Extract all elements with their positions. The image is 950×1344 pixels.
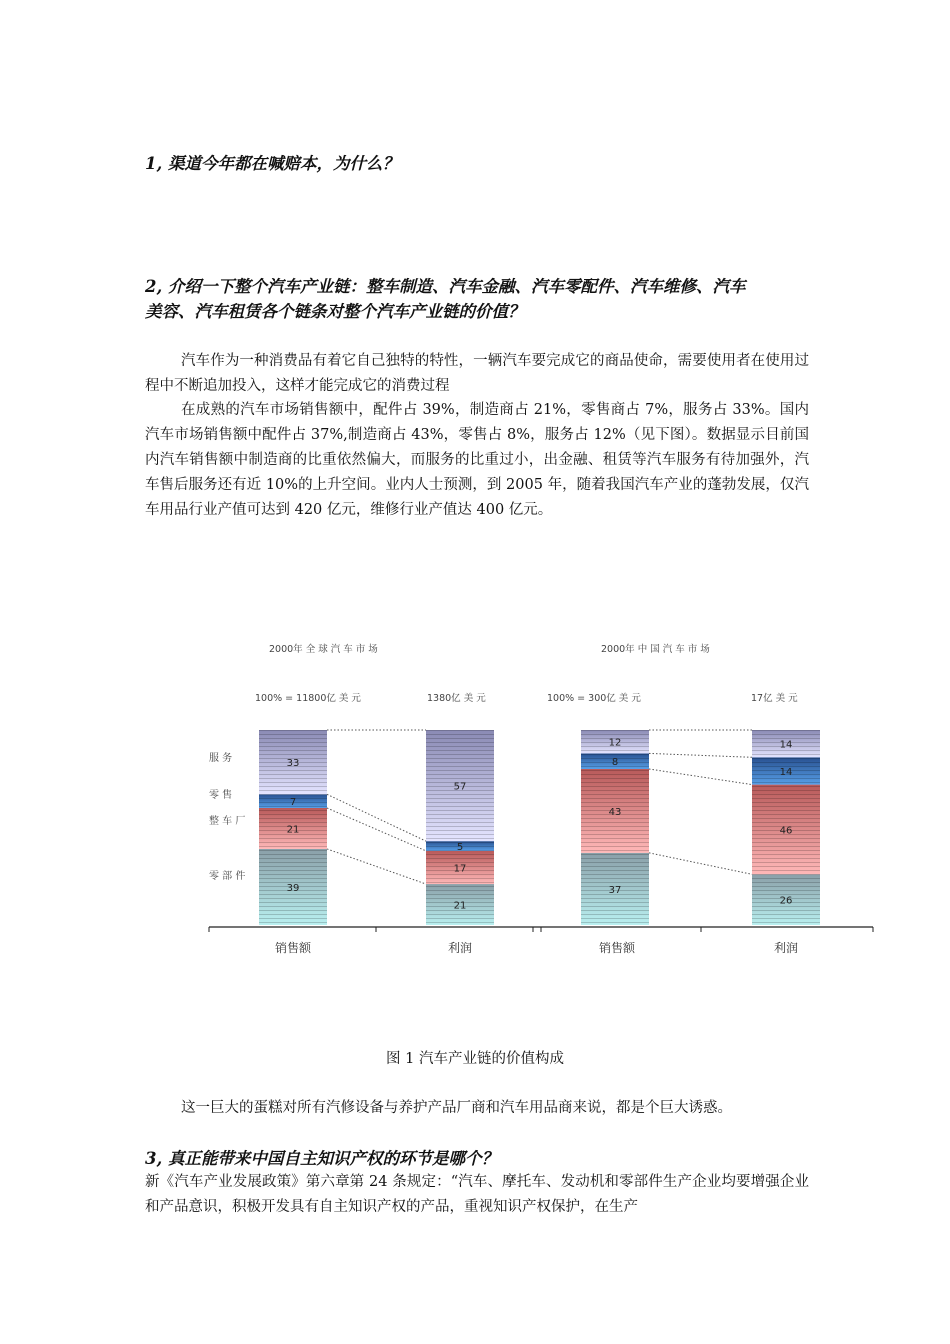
after-figure-paragraph: 这一巨大的蛋糕对所有汽修设备与养护产品厂商和汽车用品商来说，都是个巨大诱惑。 [181, 1100, 732, 1116]
row-label: 整 车 厂 [209, 816, 246, 827]
data-label: 37 [608, 884, 622, 896]
connector-line [327, 808, 426, 851]
data-label: 57 [453, 781, 467, 793]
bar-header: 17亿 美 元 [751, 693, 798, 704]
data-label: 8 [611, 757, 619, 769]
row-label: 零 售 [209, 790, 233, 801]
bar-header: 100% = 11800亿 美 元 [255, 693, 361, 704]
value-chain-chart [195, 630, 885, 965]
row-label: 服 务 [209, 753, 233, 764]
x-axis-label: 利润 [773, 941, 799, 955]
question-2-heading-line-1: 2, 介绍一下整个汽车产业链：整车制造、汽车金融、汽车零配件、汽车维修、汽车 [145, 277, 746, 296]
question-3-heading: 3, 真正能带来中国自主知识产权的环节是哪个？ [145, 1149, 498, 1168]
row-label: 零 部 件 [209, 871, 246, 882]
data-label: 33 [286, 758, 300, 770]
connector-line [649, 769, 752, 785]
data-label: 14 [779, 739, 793, 751]
panel-title: 2000年 中 国 汽 车 市 场 [601, 644, 710, 655]
data-label: 5 [456, 842, 464, 854]
bar-header: 1380亿 美 元 [427, 693, 486, 704]
data-label: 12 [608, 737, 622, 749]
data-label: 46 [779, 825, 793, 837]
x-axis-label: 销售额 [598, 941, 636, 955]
connector-line [649, 753, 752, 757]
x-axis-label: 利润 [447, 941, 473, 955]
question-2-paragraph-2: 在成熟的汽车市场销售额中，配件占 39%，制造商占 21%，零售商占 7%，服务占 33%。国内汽车市场销售额中配件占 37%,制造商占 43%，零售占 8%，服务占 12%（见下图）。数据显示目前国内汽车销售额中制造商的比重依然偏大，而服务的比重过小，出金融、租赁等汽车服务有待加强外，汽车售后服务还有近 10%的上升空间。业内人士预测，到 2005 年，随着我国汽车产业的蓬勃发展，仅汽车用品行业产值可达到 420 亿元，维修行业产值达 400 亿元。 [145, 402, 809, 518]
question-3-paragraph: 新《汽车产业发展政策》第六章第 24 条规定：“汽车、摩托车、发动机和零部件生产企业均要增强企业和产品意识，积极开发具有自主知识产权的产品，重视知识产权保护，在生产 [145, 1174, 809, 1215]
data-label: 39 [286, 882, 300, 894]
data-label: 14 [779, 766, 793, 778]
data-label: 17 [453, 863, 467, 875]
connector-line [327, 794, 426, 841]
question-2-heading-line-2: 美容、汽车租赁各个链条对整个汽车产业链的价值？ [145, 302, 525, 321]
question-2-paragraph-1: 汽车作为一种消费品有着它自己独特的特性，一辆汽车要完成它的商品使命，需要使用者在使用过程中不断追加投入，这样才能完成它的消费过程 [145, 353, 809, 394]
data-label: 7 [289, 797, 297, 809]
bar-header: 100% = 300亿 美 元 [547, 693, 641, 704]
data-label: 43 [608, 806, 622, 818]
connector-line [327, 849, 426, 884]
data-label: 21 [453, 900, 467, 912]
connector-line [649, 853, 752, 874]
figure-caption: 图 1 汽车产业链的价值构成 [386, 1051, 564, 1067]
x-axis-label: 销售额 [274, 941, 312, 955]
data-label: 21 [286, 824, 300, 836]
question-1-heading: 1, 渠道今年都在喊赔本，为什么？ [145, 154, 399, 173]
data-label: 26 [779, 895, 793, 907]
panel-title: 2000年 全 球 汽 车 市 场 [269, 644, 378, 655]
question-2-heading [145, 274, 815, 324]
